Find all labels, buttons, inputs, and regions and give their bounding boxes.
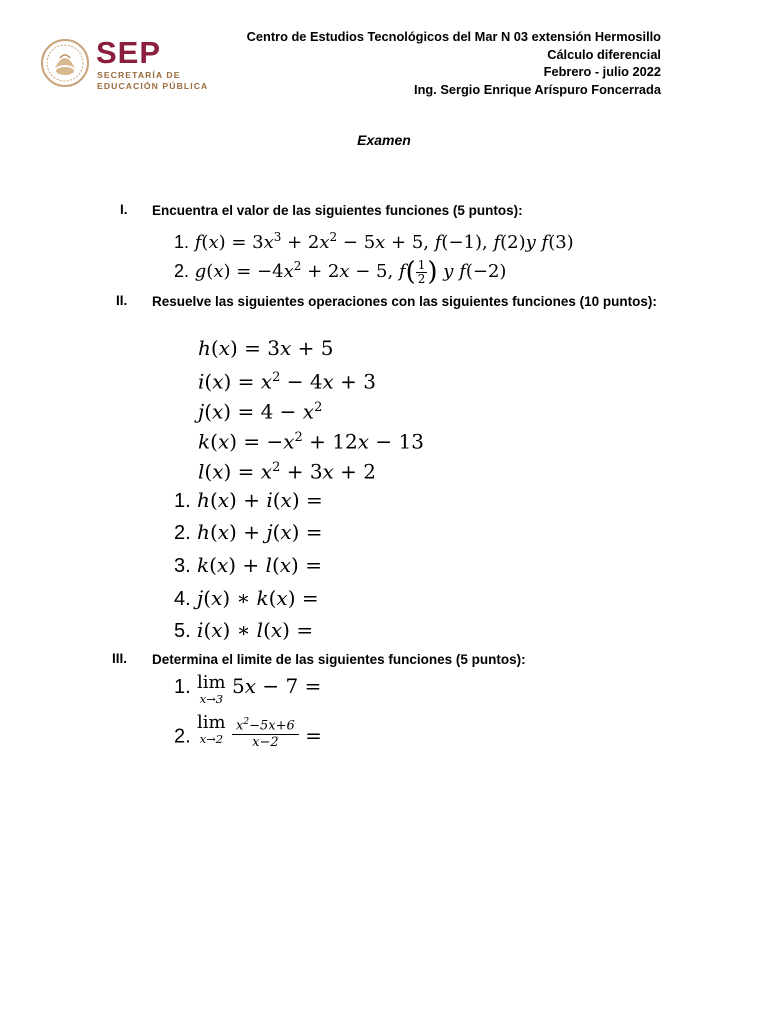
section-instruction: Resuelve las siguientes operaciones con las siguientes funciones (10 puntos): — [152, 294, 657, 309]
sep-logo — [40, 36, 210, 94]
teacher-name: Ing. Sergio Enrique Aríspuro Foncerrada — [414, 81, 661, 97]
function-definition: $k(x) = -x^2 + 12x - 13$ — [198, 429, 424, 454]
section-numeral: I. — [120, 202, 128, 217]
exercise-item: 1. h(x) + i(x) = — [174, 488, 323, 512]
logo-subtitle: SECRETARÍA DE EDUCACIÓN PÚBLICA — [97, 70, 209, 91]
exercise-item: 2. $g(x) = -4x^2 + 2x - 5$, f( $\frac{1}{2}$ ) y f(−2) — [174, 257, 507, 287]
exercise-item: 4. j(x) ∗ k(x) = — [174, 586, 319, 610]
function-definition: $j(x) = 4 - x^2$ — [198, 399, 323, 424]
exercise-item: 1. $f(x) = 3x^3 + 2x^2 - 5x + 5$, f(−1), f(2)y f(3) — [174, 230, 574, 253]
section-numeral: III. — [112, 651, 128, 666]
section-instruction: Determina el limite de las siguientes funciones (5 puntos): — [152, 652, 526, 667]
exercise-item: 2. lim x→2 $\frac{x^2-5x+6}{x-2}$ = — [174, 712, 322, 751]
exercise-item: 1. lim x→3 5x − 7 = — [174, 672, 322, 706]
institution-header — [221, 28, 661, 98]
exercise-item: 2. h(x) + j(x) = — [174, 520, 323, 544]
function-definition: $l(x) = x^2 + 3x + 2$ — [198, 459, 377, 484]
function-definition: h(x) = 3x + 5 — [198, 336, 334, 360]
logo-text: SEP — [96, 35, 162, 70]
section-numeral: II. — [116, 293, 128, 308]
institution-name: Centro de Estudios Tecnológicos del Mar N 03 extensión Hermosillo — [246, 29, 661, 44]
mexican-seal-icon — [40, 38, 90, 88]
course-name: Cálculo diferencial — [547, 46, 661, 62]
section-instruction: Encuentra el valor de las siguientes funciones (5 puntos): — [152, 203, 523, 218]
page-title: Examen — [357, 132, 411, 148]
term: Febrero - julio 2022 — [543, 64, 661, 79]
function-definition: $i(x) = x^2 - 4x + 3$ — [198, 369, 377, 394]
exercise-item: 3. k(x) + l(x) = — [174, 553, 322, 577]
exercise-item: 5. i(x) ∗ l(x) = — [174, 618, 314, 642]
